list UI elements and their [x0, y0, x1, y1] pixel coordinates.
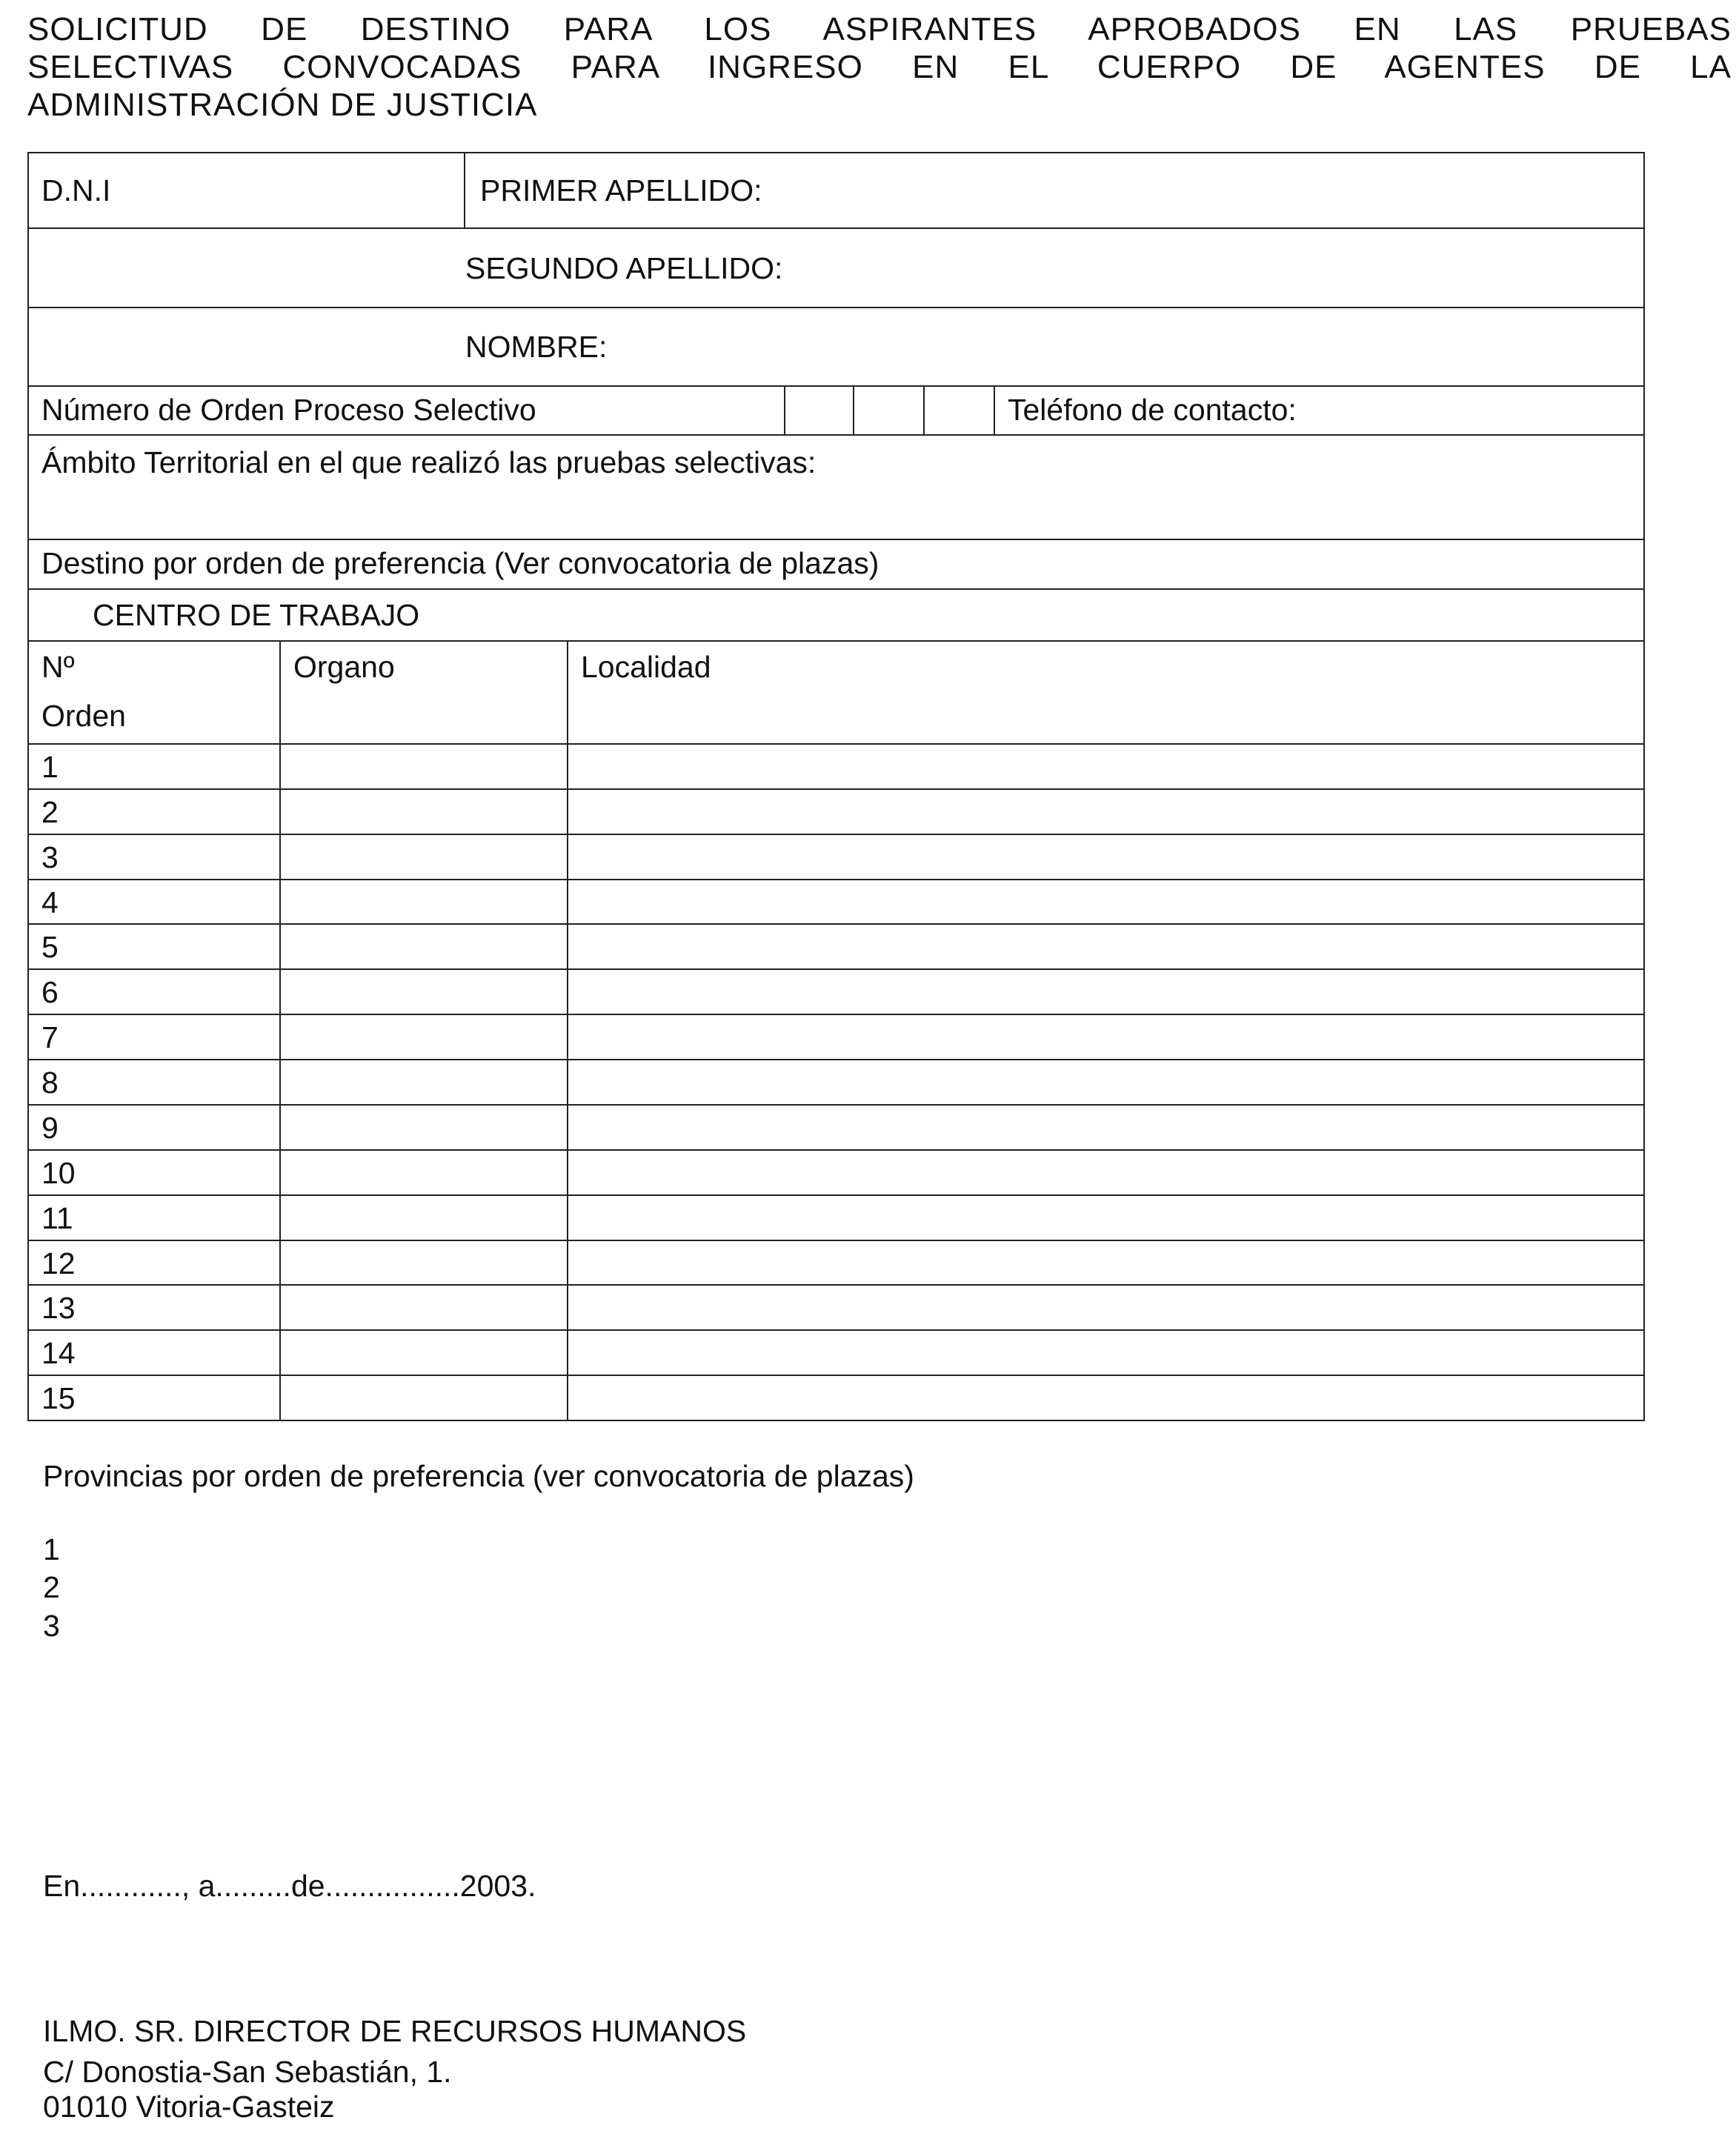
row-divider [27, 788, 1643, 790]
col-header-localidad: Localidad [581, 650, 711, 684]
row-divider [27, 307, 1643, 308]
row-divider [27, 385, 1643, 387]
row-divider [27, 588, 1643, 590]
row-number: 8 [41, 1066, 59, 1100]
fecha-line: En............, a.........de................2003. [43, 1869, 536, 1903]
row-number: 4 [41, 885, 59, 920]
row-divider [27, 1240, 1643, 1241]
primer-apellido-label: PRIMER APELLIDO: [480, 173, 762, 207]
box-divider [853, 385, 854, 434]
telefono-label: Teléfono de contacto: [1008, 393, 1297, 427]
row-number: 2 [41, 795, 59, 829]
col-divider-localidad [567, 640, 568, 1420]
title-line-3: ADMINISTRACIÓN DE JUSTICIA [27, 87, 538, 123]
row-divider [27, 539, 1643, 540]
row-divider [27, 434, 1643, 436]
box-divider [994, 385, 995, 434]
row-number: 7 [41, 1020, 59, 1054]
row-number: 14 [41, 1336, 76, 1370]
row-number: 13 [41, 1291, 76, 1325]
provincia-item: 3 [43, 1609, 60, 1643]
col-divider-organo [279, 640, 281, 1420]
table-border-left [27, 152, 29, 1420]
col-header-n: Nº [41, 650, 75, 684]
provincias-label: Provincias por orden de preferencia (ver convocatoria de plazas) [43, 1459, 914, 1493]
table-border-right [1643, 152, 1645, 1420]
destinatario-line-2: C/ Donostia-San Sebastián, 1. [43, 2055, 452, 2089]
row-number: 1 [41, 750, 59, 784]
row-divider [27, 227, 1643, 229]
row-number: 10 [41, 1156, 76, 1190]
title-line-2: SELECTIVAS CONVOCADAS PARA INGRESO EN EL CUERPO DE AGENTES DE LA [27, 49, 1732, 85]
row-divider [27, 1104, 1643, 1106]
col-header-orden: Orden [41, 699, 126, 733]
destinatario-line-3: 01010 Vitoria-Gasteiz [43, 2090, 335, 2124]
provincia-item: 1 [43, 1532, 60, 1566]
row-number: 11 [41, 1201, 73, 1235]
segundo-apellido-label: SEGUNDO APELLIDO: [465, 251, 783, 285]
row-divider [27, 1059, 1643, 1060]
col-header-organo: Organo [293, 650, 395, 684]
title-line-1: SOLICITUD DE DESTINO PARA LOS ASPIRANTES APROBADOS EN LAS PRUEBAS [27, 11, 1732, 47]
row-divider [27, 923, 1643, 925]
ambito-label: Ámbito Territorial en el que realizó las pruebas selectivas: [41, 445, 817, 479]
table-border-bottom [27, 1420, 1645, 1421]
centro-trabajo-label: CENTRO DE TRABAJO [93, 598, 420, 632]
dni-label: D.N.I [41, 173, 111, 207]
row-divider [27, 1149, 1643, 1151]
row-number: 6 [41, 975, 59, 1009]
row-number: 15 [41, 1381, 76, 1415]
row-divider [27, 968, 1643, 970]
row-divider [27, 743, 1643, 745]
box-divider [784, 385, 785, 434]
row-number: 5 [41, 930, 59, 964]
destinatario-line-1: ILMO. SR. DIRECTOR DE RECURSOS HUMANOS [43, 2014, 747, 2048]
row-divider [27, 1014, 1643, 1015]
table-border-top [27, 152, 1643, 153]
provincia-item: 2 [43, 1570, 60, 1604]
row-divider [27, 640, 1643, 642]
row-divider [27, 1194, 1643, 1196]
document-title [27, 10, 1732, 124]
numero-orden-label: Número de Orden Proceso Selectivo [41, 393, 536, 427]
dni-divider [464, 152, 465, 227]
row-divider [27, 1375, 1643, 1376]
row-divider [27, 1329, 1643, 1331]
row-divider [27, 834, 1643, 835]
destino-label: Destino por orden de preferencia (Ver convocatoria de plazas) [41, 546, 879, 580]
row-divider [27, 879, 1643, 880]
row-number: 9 [41, 1111, 59, 1145]
row-number: 12 [41, 1246, 76, 1280]
box-divider [923, 385, 925, 434]
row-number: 3 [41, 840, 59, 874]
nombre-label: NOMBRE: [465, 330, 608, 364]
row-divider [27, 1284, 1643, 1286]
